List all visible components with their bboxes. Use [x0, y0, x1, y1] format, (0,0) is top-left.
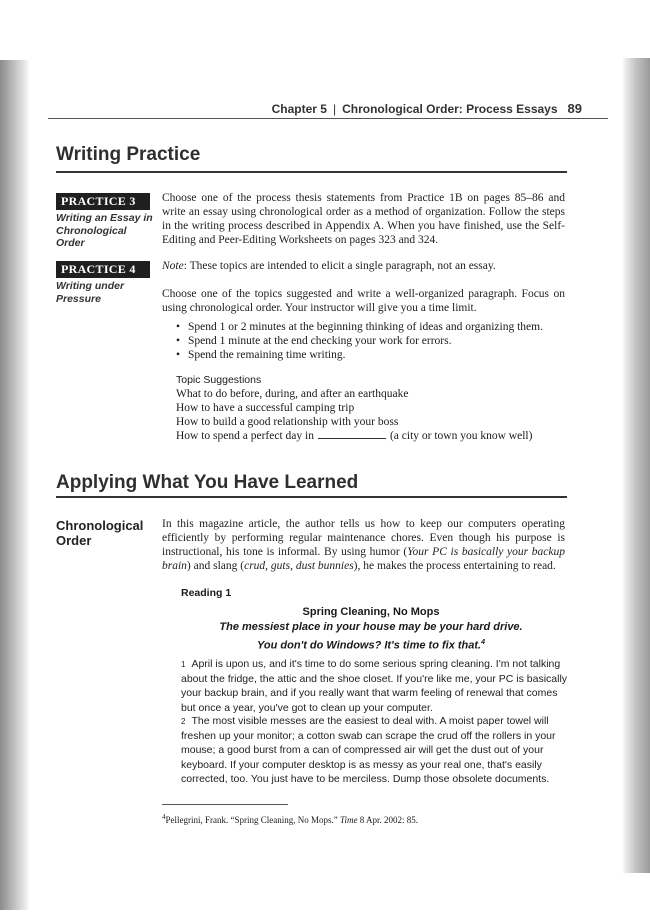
- footnote-text: 8 Apr. 2002: 85.: [357, 815, 419, 825]
- intro-text: ) and slang (: [186, 560, 245, 572]
- topic-last-start: How to spend a perfect day in: [176, 430, 314, 442]
- bullet-item: • Spend 1 minute at the end checking your work for errors.: [176, 334, 566, 348]
- topic-item: [176, 430, 532, 443]
- intro-italic: crud, guts, dust bunnies: [244, 560, 354, 572]
- footnote-marker: 4: [481, 639, 485, 646]
- topic-last-end: (a city or town you know well): [389, 430, 533, 442]
- fill-in-blank: [318, 438, 386, 439]
- intro-italic: Your PC is basically your backup brain: [162, 546, 565, 572]
- chapter-label: Chapter 5: [271, 102, 327, 116]
- topics-heading: Topic Suggestions: [176, 374, 262, 386]
- side-head-chronological-order: [56, 518, 143, 548]
- practice-4-text: Choose one of the topics suggested and write a well-organized paragraph. Focus on using chronological order. Your instructor will give you a time limit.: [162, 288, 565, 314]
- intro-text: ), he makes the process entertaining to read.: [353, 560, 556, 572]
- paragraph-number: 1: [181, 660, 186, 669]
- bullet-item: • Spend 1 or 2 minutes at the beginning thinking of ideas and organizing them.: [176, 320, 566, 334]
- header-rule: [48, 118, 608, 119]
- practice-3-subtitle: Writing an Essay in Chronological Order: [56, 212, 153, 249]
- section-rule: [56, 496, 567, 498]
- paragraph-text: The most visible messes are the easiest to deal with. A moist paper towel will freshen up your monitor; a cotton swab can scrape the crud off the rollers in your mouse; a good burst from a can of compressed air will get the dust out of your keyboard. If your computer desktop is as messy as your real one, that's easily corrected, too. You just have to be merciless. Dump those obsolete documents.: [181, 715, 556, 785]
- footnote: [162, 813, 418, 825]
- article-subtitle-line: [176, 635, 566, 654]
- side-head-line: Chronological: [56, 518, 144, 533]
- practice-4-bullet-list: [176, 320, 566, 362]
- intro-text: In this magazine article, the author tells us how to keep our computers operating efficiently by performing regular maintenance chores. Even though his purpose is instructional, his tone is informal. By using humor (: [162, 518, 565, 558]
- bullet-item: • Spend the remaining time writing.: [176, 348, 566, 362]
- running-head-separator: |: [332, 102, 337, 116]
- article-paragraph: [181, 657, 571, 715]
- section-title-writing-practice: Writing Practice: [56, 144, 201, 165]
- section-rule: [56, 171, 567, 173]
- note-label: Note: [162, 260, 184, 272]
- practice-3-badge: PRACTICE 3: [56, 193, 150, 210]
- footnote-text: Pellegrini, Frank. “Spring Cleaning, No Mops.”: [165, 815, 340, 825]
- practice-3-text: Choose one of the process thesis statements from Practice 1B on pages 85–86 and write an essay using chronological order as a method of organization. Follow the steps in the writing process described in Appendix A. When you have finished, use the Self-Editing and Peer-Editing Worksheets on pages 323 and 324.: [162, 192, 565, 246]
- article-paragraph: [181, 714, 571, 786]
- chapter-title: Chronological Order: Process Essays: [342, 102, 558, 116]
- side-head-line: Order: [56, 533, 92, 548]
- topic-item: How to have a successful camping trip: [176, 402, 355, 414]
- footnote-number: 4: [162, 813, 166, 821]
- scan-shadow-right: [622, 58, 650, 873]
- section-title-applying: Applying What You Have Learned: [56, 472, 359, 493]
- note-text: : These topics are intended to elicit a single paragraph, not an essay.: [183, 260, 496, 272]
- practice-4-note: [162, 259, 565, 273]
- practice-4-badge: PRACTICE 4: [56, 261, 150, 278]
- running-head: [272, 101, 582, 116]
- paragraph-number: 2: [181, 717, 186, 726]
- topic-item: What to do before, during, and after an earthquake: [176, 388, 409, 400]
- page-number: 89: [567, 101, 582, 116]
- reading-label: Reading 1: [181, 587, 232, 599]
- article-subtitle-line: The messiest place in your house may be your hard drive.: [219, 621, 523, 633]
- paragraph-text: April is upon us, and it's time to do some serious spring cleaning. I'm not talking about the fridge, the attic and the shoe closet. If you're like me, your PC is basically your backup brain, and if you really want that warm feeling of renewal that comes but once a year, you've got to clean up your computer.: [181, 658, 568, 714]
- practice-4-subtitle: Writing under Pressure: [56, 280, 125, 305]
- topic-item: How to build a good relationship with your boss: [176, 416, 399, 428]
- article-title: Spring Cleaning, No Mops: [302, 606, 440, 618]
- scan-shadow-left: [0, 60, 30, 910]
- applying-intro: [162, 517, 565, 573]
- subtitle-text: You don't do Windows? It's time to fix that.: [257, 639, 482, 652]
- footnote-journal: Time: [339, 815, 358, 825]
- footnote-rule: [162, 804, 288, 805]
